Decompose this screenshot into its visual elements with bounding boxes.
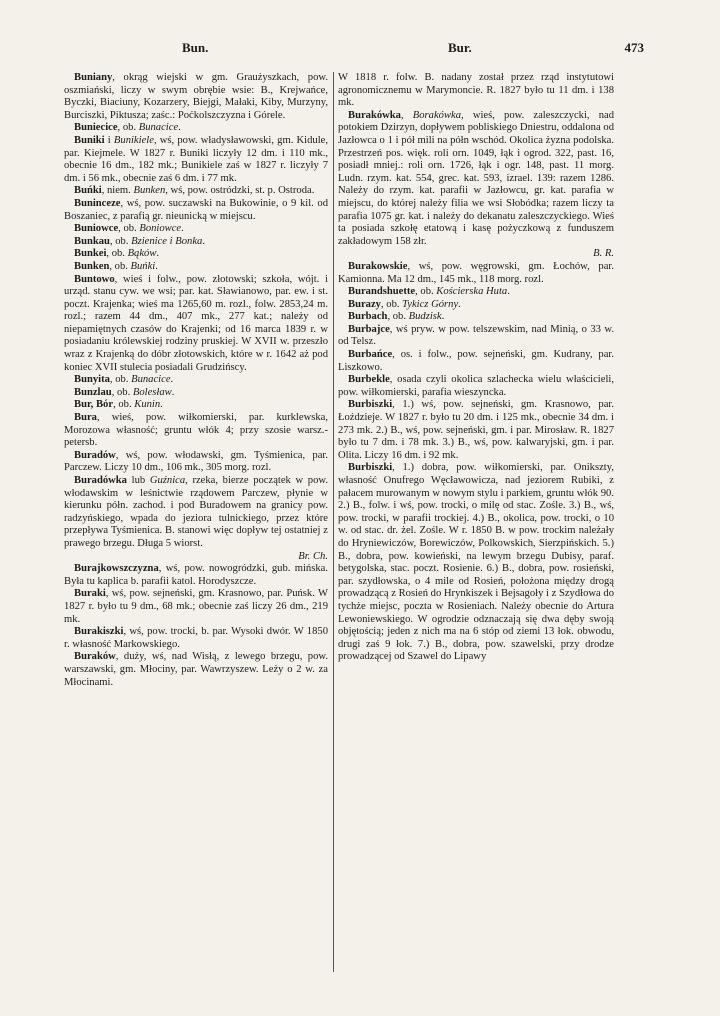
- dictionary-entry: [338, 374, 614, 399]
- entry-headword: Buntowo: [74, 273, 115, 285]
- entry-text: , wś, pow. nowogródzki, gub. mińska. Była tu kaplica b. parafii katol. Horodyszcze.: [64, 563, 328, 587]
- dictionary-entry: [338, 110, 614, 261]
- entry-headword: Bunkei: [74, 248, 107, 260]
- entry-headword: Bunken: [74, 260, 110, 272]
- dictionary-entry: [64, 450, 328, 475]
- entry-headword: Buninceze: [74, 197, 121, 209]
- entry-headword: Burbiszki: [348, 399, 393, 411]
- entry-reference: Borakówka: [412, 109, 462, 121]
- entry-reference: Kościerska Huta: [436, 286, 508, 298]
- entry-headword: Buraki: [74, 588, 106, 600]
- entry-headword: Burakówka: [348, 109, 401, 121]
- entry-headword: Buniki: [74, 134, 105, 146]
- entry-text: , wś, pow. węgrowski, gm. Łochów, par. Kamionna. Ma 12 dm., 145 mk., 118 morg. rozl.: [338, 260, 614, 285]
- entry-text: , ob.: [387, 311, 409, 323]
- entry-headword: Burajkowszczyzna: [74, 563, 159, 575]
- entry-headword: Buniany: [74, 72, 113, 83]
- dictionary-entry: [64, 387, 328, 400]
- entry-text: , osada czyli okolica szlachecka wielu właścicieli, pow. wiłkomierski, parafia wieszyncka.: [338, 374, 614, 398]
- entry-text: .: [202, 235, 205, 247]
- entry-text: .: [178, 122, 181, 134]
- entry-headword: Burakiszki: [74, 626, 124, 638]
- entry-text: , ob.: [109, 260, 131, 272]
- entry-text: , ob.: [109, 235, 132, 247]
- entry-reference: Bzienice i Bonka: [131, 235, 203, 247]
- entry-text: , wś, pow. ostródzki, st. p. Ostroda.: [165, 185, 315, 197]
- entry-text: , os. i folw., pow. sejneński, gm. Kudrany, par. Liszkowo.: [338, 349, 614, 373]
- dictionary-entry: [64, 374, 328, 387]
- entry-headword: Burakowskie: [348, 260, 408, 272]
- entry-reference: Bunikiele: [113, 134, 154, 146]
- dictionary-entry: [64, 475, 328, 563]
- entry-reference: Bunken: [133, 185, 166, 197]
- dictionary-entry: [338, 261, 614, 286]
- entry-text: .: [170, 374, 174, 386]
- dictionary-entry: [64, 261, 328, 274]
- dictionary-entry: [338, 72, 614, 110]
- entry-text: .: [507, 286, 510, 298]
- entry-headword: Burandshuette: [348, 286, 416, 298]
- entry-text: , wś, pow. władysławowski, gm. Kidule, par. Kiejmele. W 1827 r. Buniki liczyły 12 dm. i 110 mk., obecnie 16 dm., 182 mk.; Bunikiele zaś w 1827 r. liczyły 7 dm. i 56 mk., obecnie zaś 6 dm. i 77 mk.: [64, 134, 328, 184]
- entry-text: .: [155, 260, 158, 272]
- header-left: Bun.: [182, 40, 209, 55]
- entry-text: .: [181, 223, 184, 235]
- entry-headword: Bura: [74, 412, 97, 424]
- entry-text: lub: [126, 475, 150, 486]
- entry-text: , wś pryw. w pow. telszewskim, nad Minią, o 33 w. od Telsz.: [338, 323, 614, 348]
- entry-text: ,: [400, 109, 413, 121]
- dictionary-entry: [64, 651, 328, 689]
- entry-reference: Bąków: [127, 248, 157, 260]
- entry-text: , ob.: [111, 386, 133, 398]
- entry-headword: Burbekle: [348, 374, 390, 386]
- entry-text: , ob.: [117, 122, 139, 134]
- right-column: [338, 72, 614, 664]
- entry-headword: Buradówka: [74, 475, 127, 486]
- entry-text: , wś, pow. sejneński, gm. Krasnowo, par. Puńsk. W 1827 r. było tu 9 dm., 68 mk.; obecnie zaś liczy 26 dm., 219 mk.: [64, 588, 328, 625]
- entry-text: , niem.: [101, 185, 134, 197]
- entry-text: .: [441, 311, 445, 323]
- entry-text: .: [156, 248, 160, 260]
- entry-headword: Buńki: [74, 185, 102, 197]
- entry-text: , wieś i folw., pow. złotowski; szkoła, wójt. i urząd. stanu cyw. we wsi; par. kat. Sławianowo, par. ew. i st. poczt. Krajenka; wieś ma 1265,60 m. rozl., folw. 2853,24 m. rozl.; razem 44 dm., 407 mk., 277 kat.; należy od niepamiętnych czasów do Krajenki; od 16 marca 1839 r. w posiadaniu królewskiej rodziny pruskiej. W XVII w. przeszło wraz z Krajenką do dóbr złotowskich, które w r. 1642 aż pod koniec XVII stulecia posiadali Grudzińscy.: [64, 273, 328, 373]
- entry-text: , wieś, pow. wiłkomierski, par. kurklewska, Morozowa własność; gruntu włók 4; przy szosie warsz.-petersb.: [64, 412, 328, 449]
- entry-headword: Burbajce: [348, 323, 390, 335]
- dictionary-entry: [64, 185, 328, 198]
- entry-headword: Bunkau: [74, 235, 110, 247]
- entry-text: , okrąg wiejski w gm. Graużyszkach, pow. oszmiański, liczy w swym obrębie wsie: B., Krejwańce, Byczki, Biaciuny, Kozarzery, Biejgi, Małaki, Kiby, Murzyny, Burciszki, Piktusza; zaśc.: Poćkolszczyzna i Górele.: [64, 72, 328, 121]
- dictionary-entry: [64, 223, 328, 236]
- header-center: Bur.: [448, 40, 472, 55]
- dictionary-entry: [338, 399, 614, 462]
- dictionary-entry: [64, 198, 328, 223]
- entry-text: , ob.: [113, 399, 135, 411]
- dictionary-entry: [64, 412, 328, 450]
- entry-text: , ob.: [109, 374, 132, 386]
- entry-reference: Bunacice: [131, 374, 171, 386]
- dictionary-entry: [64, 563, 328, 588]
- entry-text: , wieś, pow. zaleszczycki, nad potokiem Dzirzyn, dopływem pobliskiego Dniestru, oddalona od Jazłowca o 1 i pół mili na półn wschód. Okolica żyzna podolska. Przestrzeń pos. więk. roli orn. 1049, łąk i ogrod. 322, past. 16, posiadł mniej.: roli orn. 1726, łąk i ogr. 148, past. 11 morg. Ludn. rzym. kat. 554, grec. kat. 593, izrael. 139: razem 1286. Należy do rzym. kat. parafii w Jazłowcu, gr. kat. parafia w miejscu, do której należy filia we wsi Słobódka; razem liczy ta parafia 1075 gr. kat. i należy do dekanatu zaleszczyckiego. Wieś ta posiada szkołę etatową i kasę pożyczkową z funduszem zakładowym 158 złr.: [338, 109, 614, 247]
- dictionary-entry: [338, 462, 614, 664]
- entry-signature: Br. Ch.: [298, 550, 328, 562]
- entry-headword: Burbach: [348, 311, 388, 323]
- entry-headword: Buradów: [74, 449, 116, 461]
- dictionary-entry: [64, 626, 328, 651]
- dictionary-entry: [64, 236, 328, 249]
- entry-reference: Bunacice: [138, 122, 179, 134]
- entry-text: i: [104, 134, 114, 146]
- dictionary-entry: [338, 311, 614, 324]
- dictionary-entry: [64, 274, 328, 375]
- entry-text: , wś, pow. trocki, b. par. Wysoki dwór. W 1850 r. własność Markowskiego.: [64, 626, 328, 650]
- entry-reference: Bolesław: [132, 386, 172, 398]
- entry-headword: Burazy: [348, 298, 381, 310]
- entry-headword: Bunyita: [74, 374, 110, 386]
- entry-headword: Buniowce: [74, 223, 119, 235]
- entry-text: W 1818 r. folw. B. nadany został przez rząd instytutowi agronomicznemu w Marymoncie. R. 1827 było tu 11 dm. i 138 mk.: [338, 72, 614, 109]
- entry-headword: Burbańce: [348, 349, 393, 361]
- entry-text: , 1.) wś, pow. sejneński, gm. Krasnowo, par. Łoździeje. W 1827 r. było tu 20 dm. i 125 mk., obecnie 34 dm. i 273 mk. 2.) B., wś, pow. sejneński, gm. i par. Mirosław. R. 1827 było tu 7 dm. i 78 mk. 3.) B., wś, pow. kalwaryjski, gm. i par. Olita. Liczy 16 dm. i 92 mk.: [338, 399, 614, 461]
- entry-text: , 1.) dobra, pow. wiłkomierski, par. Onikszty, własność Onufrego Węcławowicza, nad jeziorem Rubiki, z pałacem murowanym w nowym stylu i parkiem, gruntu włók 90. 2.) B., folw. i wś, pow. trocki, o milę od stac. Zośle. 3.) B., wś, pow. trocki, w parafii trockiej. 4.) B., okolica, pow. trocki, o 10 w. od stac. dr. żel. Zośle. W r. 1850 B. w pow. trockim należały do Hryniewiczów, Borewiczów, Polkowskich, Sierzpińskich. 5.) B., dobra, pow. kowieński, na lewym brzegu Dubisy, paraf. betygolska, stac. poczt. Rosienie. 6.) B., dobra, pow. rosieński, par. szydłowska, o 4 mile od Rosień, położona między drogą prowadzącą z Rosień do Hrynkiszek i Bejsagoły i z Szydłowa do tychże miejsc, poczta w Rosieniach. Należy obecnie do Artura Lewoniewskiego. W ogrodzie odznaczają się dwa dęby swoją objętością; jeden z nich ma na 6 stóp od ziemi 13 łok. obwodu, drugi zaś 9 łok. 7.) B., dobra, pow. szawelski, przy drodze prowadzącej od Szawel do Lipawy: [338, 462, 614, 663]
- entry-text: , ob.: [415, 286, 437, 298]
- dictionary-entry: [64, 122, 328, 135]
- column-divider: [333, 72, 334, 972]
- entry-text: , wś, pow. suczawski na Bukowinie, o 9 kil. od Boszaniec, z parafią gr. nieunicką w miejscu.: [64, 197, 328, 222]
- dictionary-entry: [64, 248, 328, 261]
- page-header: [64, 40, 644, 60]
- entry-text: .: [160, 399, 163, 411]
- dictionary-entry: [64, 135, 328, 185]
- entry-signature: B. R.: [593, 248, 614, 260]
- dictionary-entry: [338, 299, 614, 312]
- dictionary-entry: [64, 72, 328, 122]
- entry-text: .: [458, 298, 461, 310]
- entry-text: , ob.: [118, 223, 140, 235]
- entry-headword: Bur, Bór: [74, 399, 114, 411]
- page-number: 473: [624, 40, 644, 55]
- entry-text: , duży, wś, nad Wisłą, z lewego brzegu, pow. warszawski, gm. Młociny, par. Wawrzyszew. Leży o 2 w. za Młocinami.: [64, 651, 328, 688]
- entry-text: , ob.: [106, 248, 128, 260]
- dictionary-entry: [338, 349, 614, 374]
- entry-reference: Buńki: [130, 260, 156, 272]
- entry-headword: Burbiszki: [348, 462, 393, 474]
- entry-reference: Kunin: [134, 399, 161, 411]
- entry-reference: Boniowce: [139, 223, 182, 235]
- entry-text: , rzeka, bierze początek w pow. włodawskim w leśnictwie rządowem Parczew, płynie w kierunku półn. zachod. i pod Buradowem na granicy pow. radzyńskiego, wpada do jeziora tulnickiego, przez które przepływa Tyśmienica. B. stanowi więc dopływ tej ostatniej z prawego brzegu. Długa 5 wiorst.: [64, 475, 328, 549]
- entry-reference: Budzisk: [408, 311, 442, 323]
- entry-reference: Guźnica: [149, 475, 186, 486]
- entry-text: , wś, pow. włodawski, gm. Tyśmienica, par. Parczew. Liczy 10 dm., 106 mk., 305 morg. rozl.: [64, 449, 328, 474]
- dictionary-entry: [338, 286, 614, 299]
- entry-reference: Tykicz Górny: [402, 298, 459, 310]
- entry-headword: Bunzlau: [74, 386, 112, 398]
- dictionary-entry: [338, 324, 614, 349]
- entry-text: , ob.: [380, 298, 403, 310]
- dictionary-entry: [64, 399, 328, 412]
- entry-headword: Buraków: [74, 651, 116, 663]
- dictionary-entry: [64, 588, 328, 626]
- entry-headword: Buniecice: [74, 122, 118, 134]
- entry-text: .: [171, 386, 175, 398]
- left-column: [64, 72, 328, 689]
